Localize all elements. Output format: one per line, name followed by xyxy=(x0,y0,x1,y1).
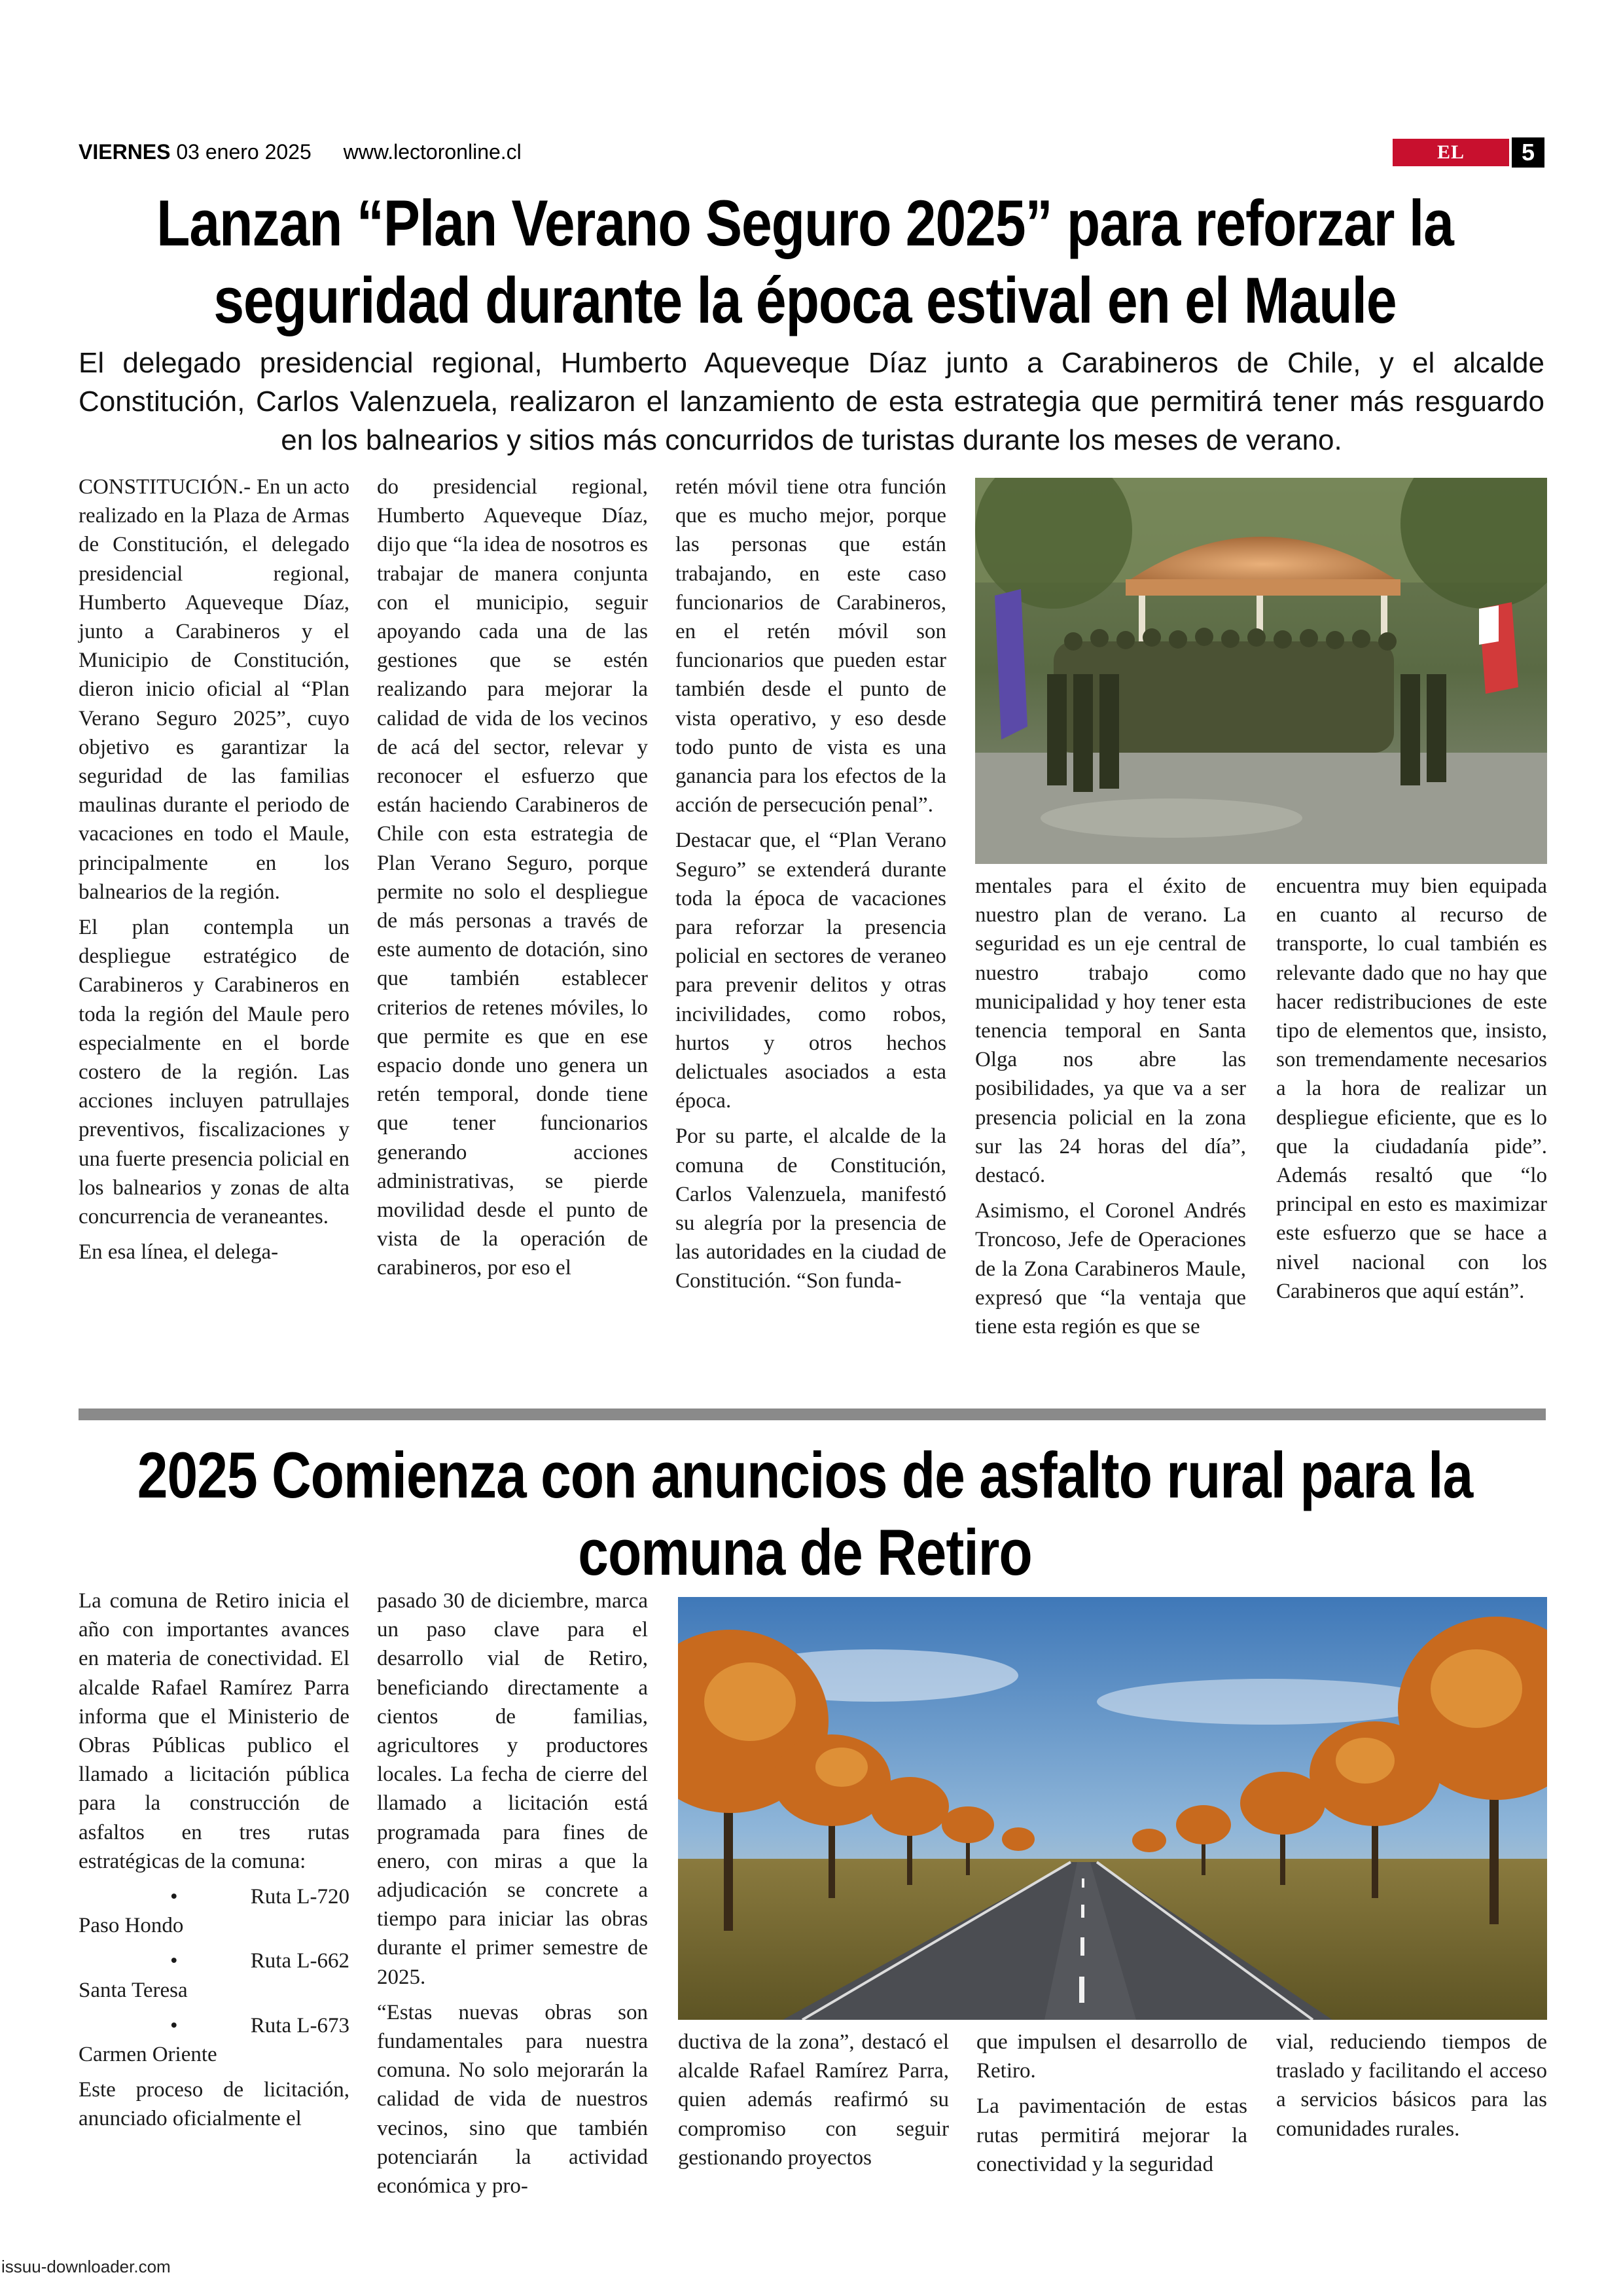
bullet: • xyxy=(170,1885,178,1909)
paragraph: La comuna de Retiro inicia el año con importantes avances en materia de conectividad. El alcalde Rafael Ramírez Parra informa que el Ministerio de Obras Públicas publico el llamado a licitación pública para la construcción de asfaltos en tres rutas estratégicas de la comuna: xyxy=(79,1589,349,1873)
header-day: VIERNES xyxy=(79,140,171,164)
paragraph: encuentra muy bien equipada en cuanto al recurso de transporte, lo cual también es relevante dado que no hay que hacer redistribuciones de este tipo de elementos que, insisto, son tremendamente necesarios a la hora de realizar un despliegue eficiente, que es lo que la ciudadanía pide”. Además resaltó que “lo principal en esto es maximizar este esfuerzo que se hace a nivel nacional con los Carabineros que aquí están”. xyxy=(1276,874,1547,1303)
article1-col3 xyxy=(675,473,946,1302)
paragraph: CONSTITUCIÓN.- En un acto realizado en la Plaza de Armas de Constitución, el delegado presidencial regional, Humberto Aqueveque Díaz, junto a Carabineros y el Municipio de Constitución, dieron inicio oficial al “Plan Verano Seguro 2025”, cuyo objetivo es garantizar la seguridad de las familias maulinas durante el periodo de vacaciones en todo el Maule, principalmente en los balnearios de la región. xyxy=(79,475,349,904)
article1-col2 xyxy=(377,473,648,1289)
paragraph: Destacar que, el “Plan Verano Seguro” se extenderá durante toda la época de vacaciones para reforzar la presencia policial en sectores de veraneo para prevenir delitos y otras incivilidades, como robos, hurtos y otros hechos delictuales asociados a esta época. xyxy=(675,829,946,1113)
watermark-text: issuu-downloader.com xyxy=(1,2257,171,2276)
bullet: • xyxy=(170,1949,178,1973)
article2-col3 xyxy=(678,2028,949,2179)
header-date: 03 enero 2025 xyxy=(176,140,312,164)
paragraph: mentales para el éxito de nuestro plan de verano. La seguridad es un eje central de nuestro trabajo como municipalidad y hoy tener esta tenencia temporal en Santa Olga nos abre las posibilidades, ya que va a ser presencia policial en la zona sur las 24 horas del día”, destacó. xyxy=(975,874,1246,1188)
paragraph: En esa línea, el delega- xyxy=(79,1240,279,1265)
page-header xyxy=(79,140,522,164)
article1-col4 xyxy=(975,872,1246,1348)
paragraph: La pavimentación de estas rutas permitirá mejorar la conectividad y la seguridad xyxy=(976,2094,1247,2176)
route-name: Santa Teresa xyxy=(79,1978,188,2002)
paragraph: Asimismo, el Coronel Andrés Troncoso, Jefe de Operaciones de la Zona Carabineros Maule, expresó que “la ventaja que tiene esta región es que se xyxy=(975,1199,1246,1339)
paragraph: Este proceso de licitación, anunciado oficialmente el xyxy=(79,2078,349,2131)
article1-title: Lanzan “Plan Verano Seguro 2025” para reforzar la seguridad durante la época estival en el Maule xyxy=(156,187,1454,337)
route-list xyxy=(79,1882,349,2069)
article1-photo xyxy=(975,478,1547,864)
route-code: Ruta L-673 xyxy=(250,2013,349,2037)
route-code: Ruta L-720 xyxy=(250,1885,349,1909)
paragraph: ductiva de la zona”, destacó el alcalde Rafael Ramírez Parra, quien además reafirmó su compromiso con seguir gestionando proyectos xyxy=(678,2030,949,2170)
route-item xyxy=(79,2011,349,2069)
newspaper-logo: EL LECTOR xyxy=(1393,139,1509,166)
article2-col4 xyxy=(976,2028,1247,2185)
route-name: Paso Hondo xyxy=(79,1914,184,1938)
paragraph: pasado 30 de diciembre, marca un paso clave para el desarrollo vial de Retiro, beneficiando directamente a cientos de familias, agricultores y productores locales. La fecha de cierre del llamado a licitación está programada para fines de enero, con miras a que la adjudicación se concrete a tiempo para iniciar las obras durante el primer semestre de 2025. xyxy=(377,1589,648,1989)
article2-col5 xyxy=(1276,2028,1547,2150)
route-code: Ruta L-662 xyxy=(250,1949,349,1973)
article2-col2 xyxy=(377,1587,648,2207)
article1-col1 xyxy=(79,473,349,1273)
paragraph: vial, reduciendo tiempos de traslado y facilitando el acceso a servicios básicos para las comunidades rurales. xyxy=(1276,2030,1547,2141)
paragraph: El plan contempla un despliegue estratégico de Carabineros y Carabineros en toda la región del Maule pero especialmente en el borde costero de la región. Las acciones incluyen patrullajes preventivos, fiscalizaciones y una fuerte presencia policial en los balnearios y zonas de alta concurrencia de veraneantes. xyxy=(79,916,349,1229)
paragraph: do presidencial regional, Humberto Aqueveque Díaz, dijo que “la idea de nosotros es trabajar de manera conjunta con el municipio, seguir apoyando cada una de las gestiones que se estén realizando para mejorar la calidad de vida de los vecinos de acá del sector, relevar y reconocer el esfuerzo que están haciendo Carabineros de Chile con esta estrategia de Plan Verano Seguro, porque permite no solo el despliegue de más personas a través de este aumento de dotación, sino que también establecer criterios de retenes móviles, lo que permite es que en ese espacio donde uno genera un retén temporal, donde tiene que tener funcionarios generando acciones administrativas, se pierde movilidad desde el punto de vista de la operación de carabineros, por eso el xyxy=(377,475,648,1280)
article2-col1 xyxy=(79,1587,349,2140)
article1-col5 xyxy=(1276,872,1547,1312)
route-item xyxy=(79,1882,349,1940)
paragraph: Por su parte, el alcalde de la comuna de Constitución, Carlos Valenzuela, manifestó su alegría por la presencia de las autoridades en la ciudad de Constitución. “Son funda- xyxy=(675,1124,946,1293)
route-item xyxy=(79,1946,349,2004)
page-number: 5 xyxy=(1512,137,1544,168)
paragraph: retén móvil tiene otra función que es mucho mejor, porque las personas que están trabajando, en este caso funcionarios de Carabineros, en el retén móvil son funcionarios que pueden estar también desde el punto de vista operativo, y eso desde todo punto de vista es una ganancia para los efectos de la acción de persecución penal”. xyxy=(675,475,946,817)
route-name: Carmen Oriente xyxy=(79,2043,217,2067)
article2-photo xyxy=(678,1597,1547,2020)
header-site[interactable]: www.lectoronline.cl xyxy=(343,140,522,164)
article1-subtitle: El delegado presidencial regional, Humberto Aqueveque Díaz junto a Carabineros de Chile, y el alcalde Constitución, Carlos Valenzuela, realizaron el lanzamiento de esta estrategia que permitirá tener más resguardo en los balnearios y sitios más concurridos de turistas durante los meses de verano. xyxy=(79,347,1544,456)
article2-title: 2025 Comienza con anuncios de asfalto rural para la comuna de Retiro xyxy=(137,1439,1473,1589)
section-divider xyxy=(79,1408,1546,1420)
paragraph: que impulsen el desarrollo de Retiro. xyxy=(976,2030,1247,2083)
bullet: • xyxy=(170,2013,178,2037)
paragraph: “Estas nuevas obras son fundamentales para nuestra comuna. No solo mejorarán la calidad de vida de nuestros vecinos, sino que también potenciarán la actividad económica y pro- xyxy=(377,2000,648,2198)
